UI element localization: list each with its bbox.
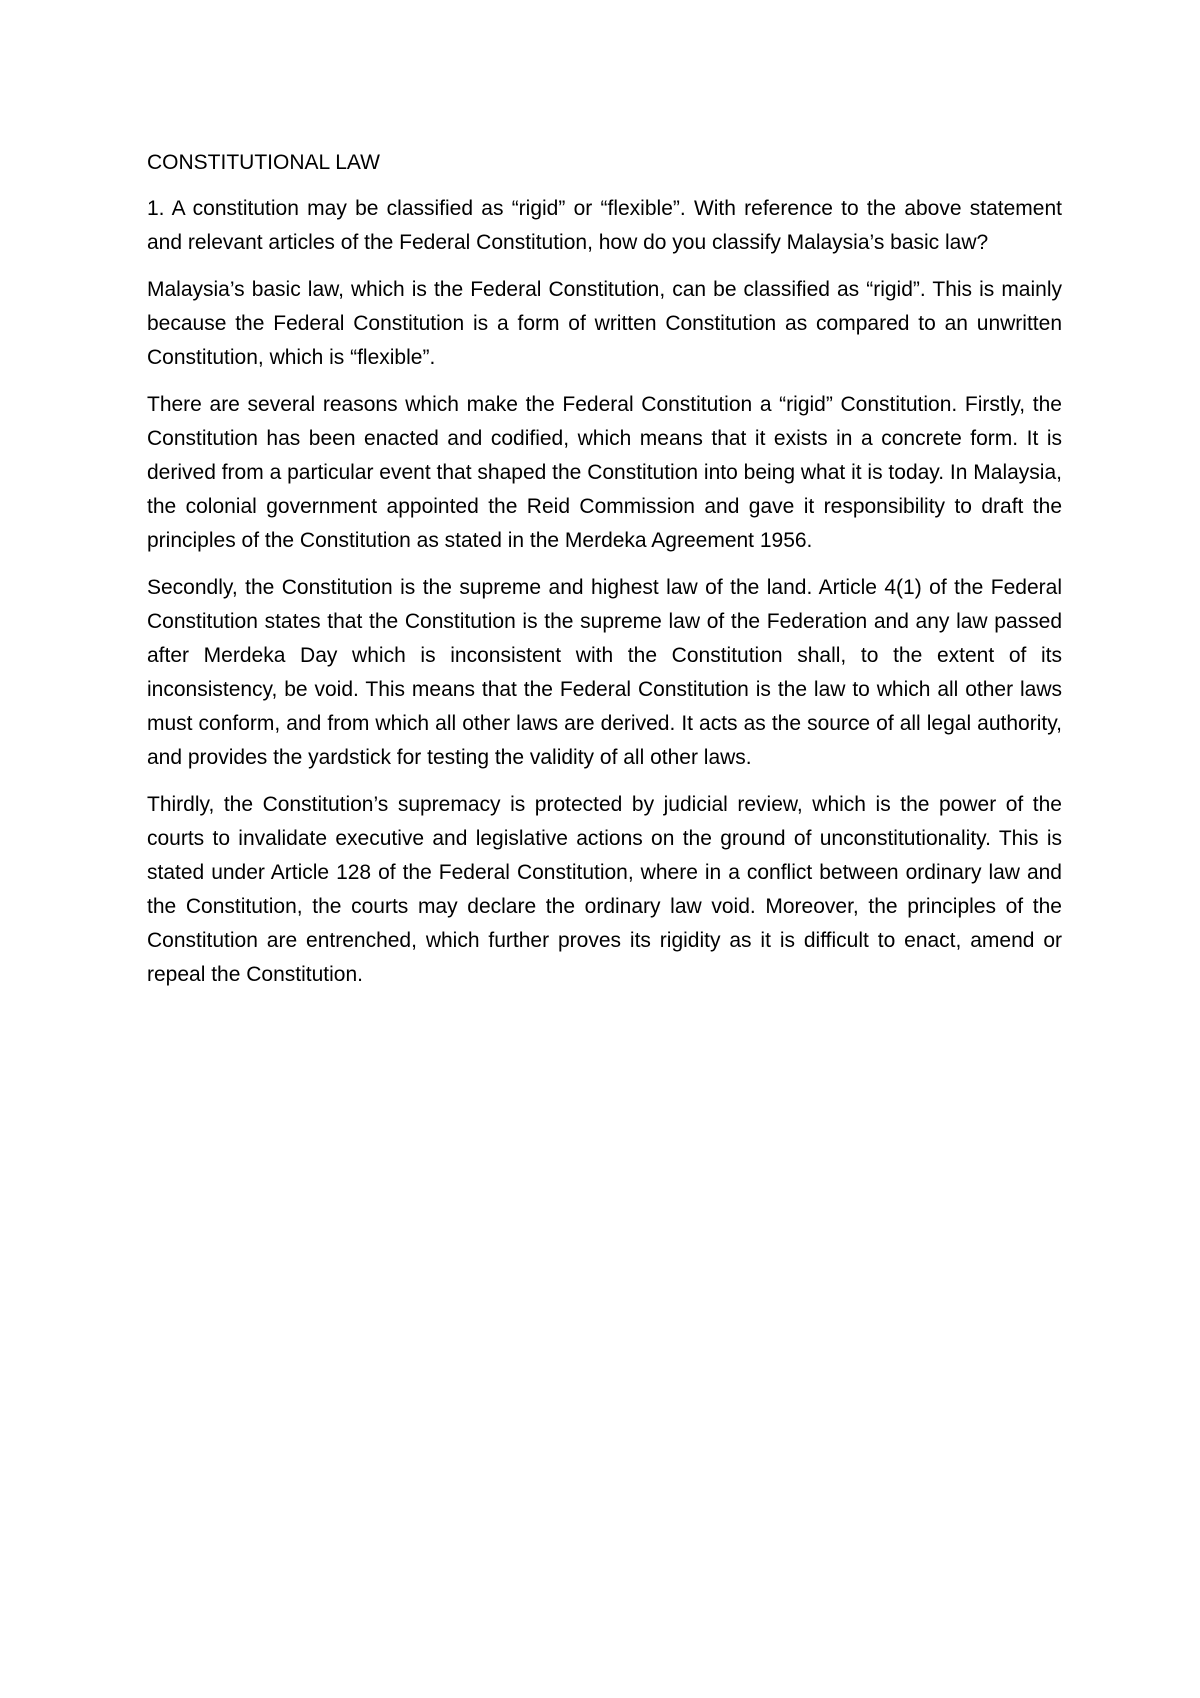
question-paragraph: 1. A constitution may be classified as “rigid” or “flexible”. With reference to the above statement and relevant articles of the Federal Constitution, how do you classify Malaysia’s basic law? <box>147 197 1062 254</box>
first-reason-paragraph: There are several reasons which make the Federal Constitution a “rigid” Constitution. Firstly, the Constitution has been enacted and codified, which means that it exists in a concrete form. It is derived from a particular event that shaped the Constitution into being what it is today. In Malaysia, the colonial government appointed the Reid Commission and gave it responsibility to draft the principles of the Constitution as stated in the Merdeka Agreement 1956. <box>147 393 1062 552</box>
document-heading: CONSTITUTIONAL LAW <box>147 151 380 174</box>
document-body <box>147 149 1062 1005</box>
answer-intro-paragraph: Malaysia’s basic law, which is the Federal Constitution, can be classified as “rigid”. This is mainly because the Federal Constitution is a form of written Constitution as compared to an unwritten Constitution, which is “flexible”. <box>147 278 1062 369</box>
third-reason-paragraph: Thirdly, the Constitution’s supremacy is protected by judicial review, which is the power of the courts to invalidate executive and legislative actions on the ground of unconstitutionality. This is stated under Article 128 of the Federal Constitution, where in a conflict between ordinary law and the Constitution, the courts may declare the ordinary law void. Moreover, the principles of the Constitution are entrenched, which further proves its rigidity as it is difficult to enact, amend or repeal the Constitution. <box>147 793 1062 986</box>
second-reason-paragraph: Secondly, the Constitution is the supreme and highest law of the land. Article 4(1) of the Federal Constitution states that the Constitution is the supreme law of the Federation and any law passed after Merdeka Day which is inconsistent with the Constitution shall, to the extent of its inconsistency, be void. This means that the Federal Constitution is the law to which all other laws must conform, and from which all other laws are derived. It acts as the source of all legal authority, and provides the yardstick for testing the validity of all other laws. <box>147 576 1062 769</box>
